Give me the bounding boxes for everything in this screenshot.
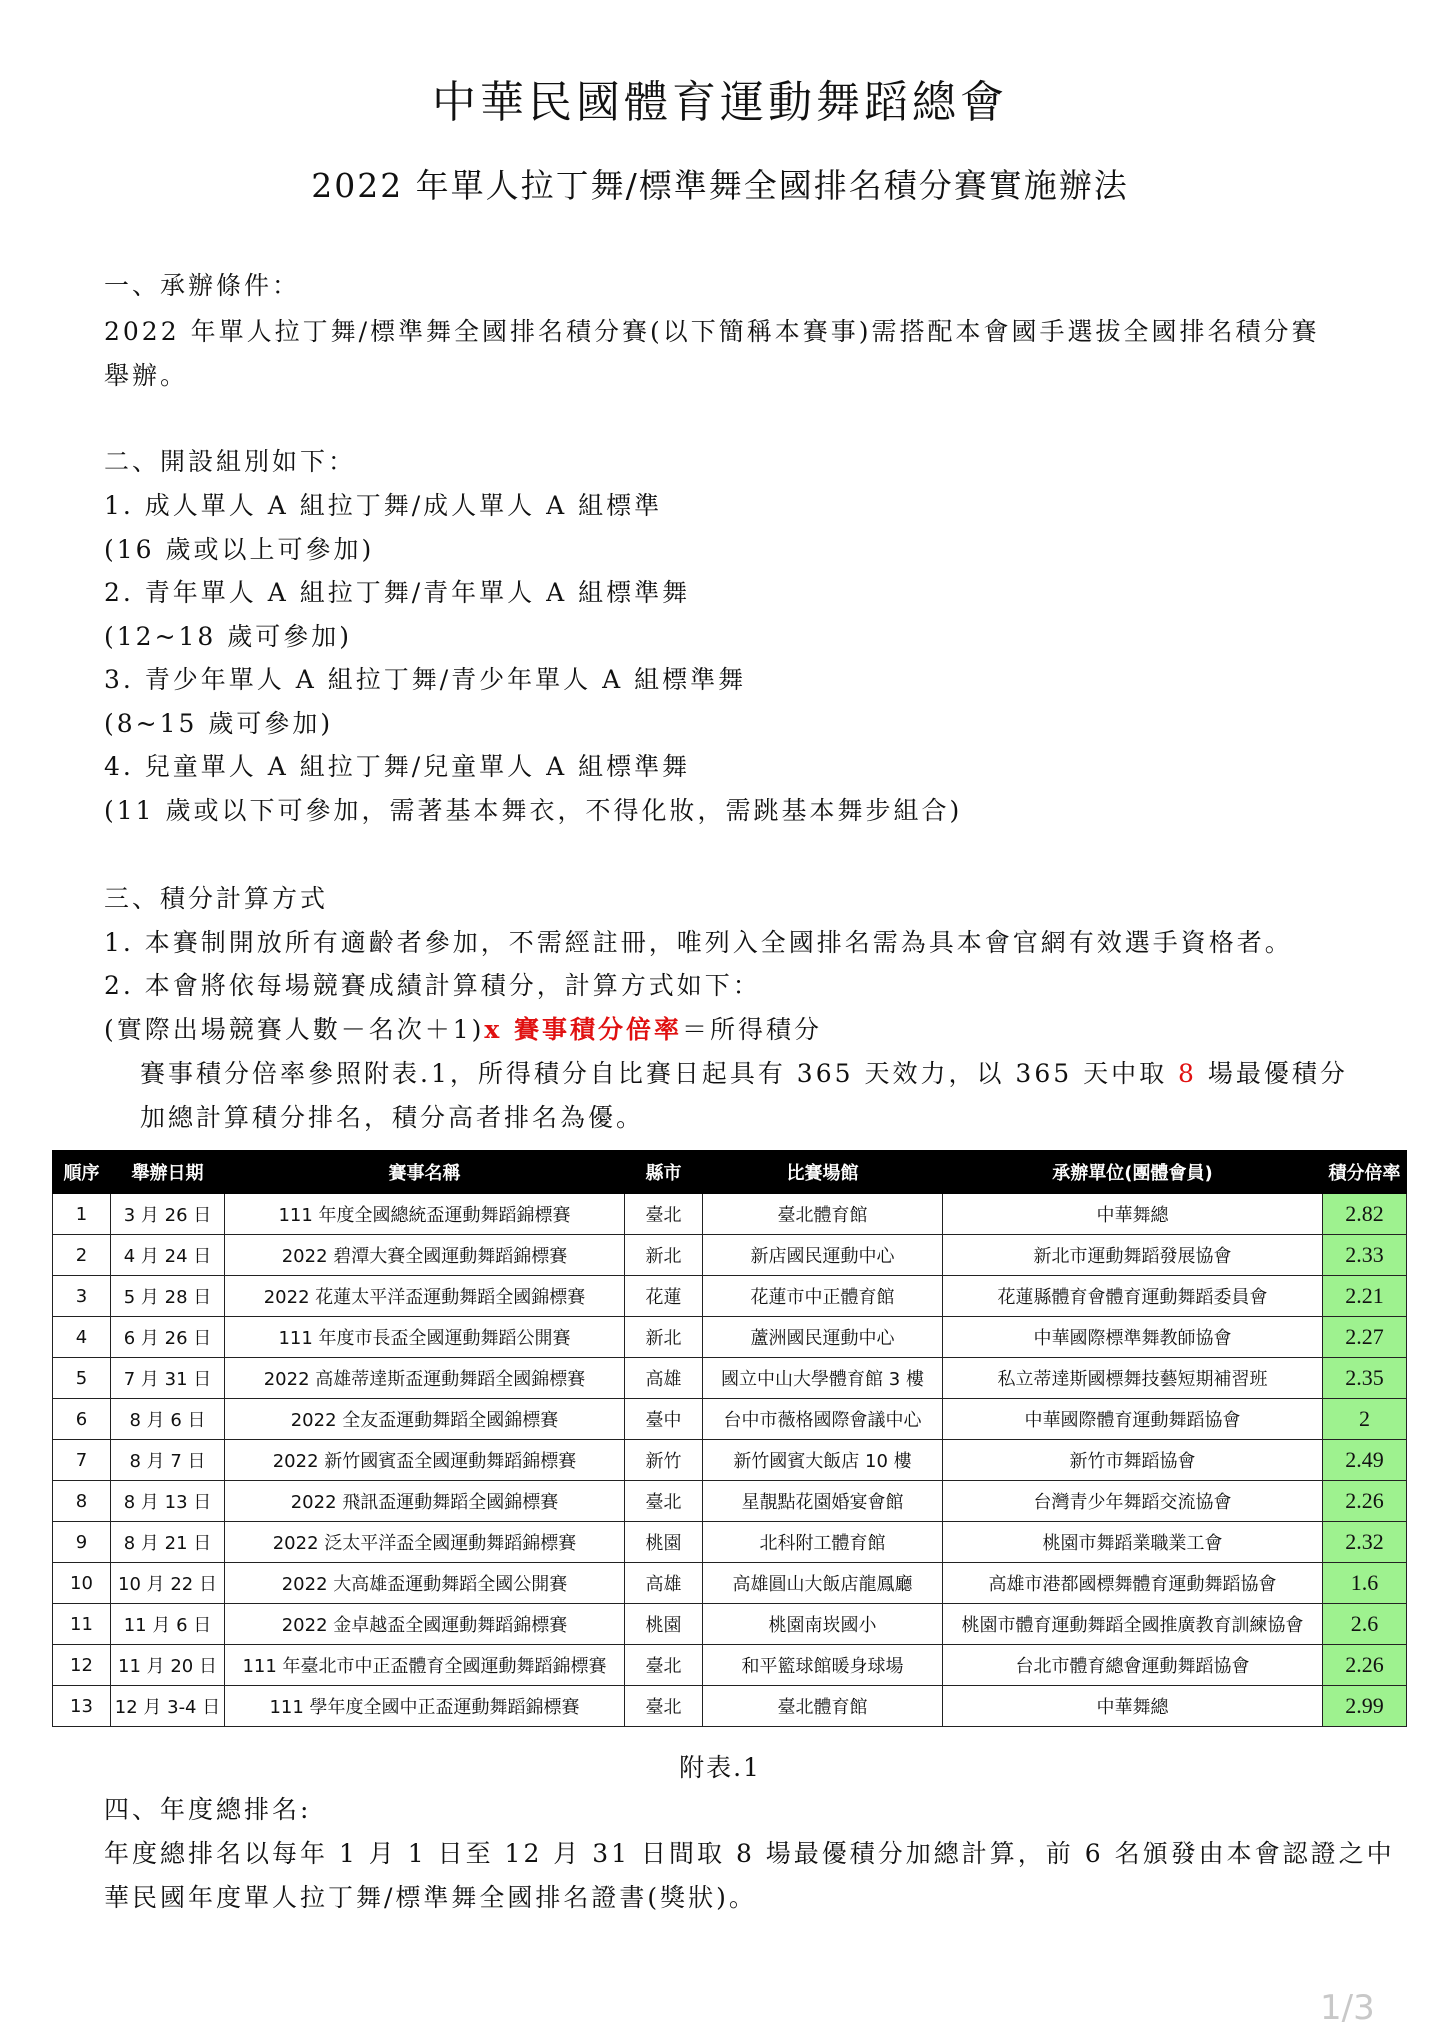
cell-city: 新北 [625,1317,703,1358]
header-event: 賽事名稱 [225,1151,625,1194]
cell-city: 臺北 [625,1645,703,1686]
cell-rate: 2.26 [1323,1481,1407,1522]
cell-rate: 2 [1323,1399,1407,1440]
cell-order: 10 [53,1563,111,1604]
cell-city: 桃園 [625,1522,703,1563]
section3-heading: 三、積分計算方式 [104,884,329,913]
cell-rate: 1.6 [1323,1563,1407,1604]
document-subtitle: 2022 年單人拉丁舞/標準舞全國排名積分賽實施辦法 [311,166,1129,205]
cell-rate: 2.32 [1323,1522,1407,1563]
cell-order: 7 [53,1440,111,1481]
cell-city: 高雄 [625,1563,703,1604]
cell-rate: 2.99 [1323,1686,1407,1727]
cell-event: 2022 花蓮太平洋盃運動舞蹈全國錦標賽 [225,1276,625,1317]
multiplier-note-line2: 加總計算積分排名，積分高者排名為優。 [140,1103,645,1132]
cell-city: 桃園 [625,1604,703,1645]
cell-rate: 2.6 [1323,1604,1407,1645]
cell-venue: 蘆洲國民運動中心 [703,1317,943,1358]
table-header-row [53,1151,1407,1194]
cell-date: 8 月 7 日 [111,1440,225,1481]
cell-organizer: 新北市運動舞蹈發展協會 [943,1235,1323,1276]
table-row [53,1276,1407,1317]
cell-event: 2022 高雄蒂達斯盃運動舞蹈全國錦標賽 [225,1358,625,1399]
cell-date: 12 月 3-4 日 [111,1686,225,1727]
cell-venue: 新竹國賓大飯店 10 樓 [703,1440,943,1481]
cell-order: 8 [53,1481,111,1522]
cell-order: 13 [53,1686,111,1727]
table-row [53,1686,1407,1727]
header-city: 縣市 [625,1151,703,1194]
score-formula [104,1012,822,1048]
cell-rate: 2.26 [1323,1645,1407,1686]
cell-organizer: 台北市體育總會運動舞蹈協會 [943,1645,1323,1686]
cell-city: 臺北 [625,1481,703,1522]
table-row [53,1440,1407,1481]
cell-rate: 2.21 [1323,1276,1407,1317]
table-row [53,1194,1407,1235]
cell-date: 10 月 22 日 [111,1563,225,1604]
table-row [53,1358,1407,1399]
cell-city: 臺北 [625,1686,703,1727]
formula-part2: ＝所得積分 [682,1015,823,1044]
table-row [53,1522,1407,1563]
cell-venue: 北科附工體育館 [703,1522,943,1563]
cell-organizer: 私立蒂達斯國標舞技藝短期補習班 [943,1358,1323,1399]
cell-event: 2022 全友盃運動舞蹈全國錦標賽 [225,1399,625,1440]
table-row [53,1317,1407,1358]
table-row [53,1481,1407,1522]
cell-order: 5 [53,1358,111,1399]
events-table-body [53,1194,1407,1727]
section2-item3-label: 3. 青少年單人 A 組拉丁舞/青少年單人 A 組標準舞 [104,665,747,694]
table-row [53,1563,1407,1604]
header-venue: 比賽場館 [703,1151,943,1194]
note-part2: 場最優積分 [1207,1059,1348,1088]
cell-rate: 2.49 [1323,1440,1407,1481]
cell-order: 1 [53,1194,111,1235]
section4-body-line2: 華民國年度單人拉丁舞/標準舞全國排名證書(獎狀)。 [104,1883,757,1912]
document-title: 中華民國體育運動舞蹈總會 [432,77,1008,128]
table-row [53,1399,1407,1440]
cell-venue: 台中市薇格國際會議中心 [703,1399,943,1440]
cell-city: 新北 [625,1235,703,1276]
section2-item1-note: (16 歲或以上可參加) [104,535,375,564]
cell-organizer: 高雄市港都國標舞體育運動舞蹈協會 [943,1563,1323,1604]
cell-venue: 花蓮市中正體育館 [703,1276,943,1317]
cell-organizer: 新竹市舞蹈協會 [943,1440,1323,1481]
cell-city: 臺北 [625,1194,703,1235]
section2-item2-note: (12~18 歲可參加) [104,622,353,651]
section4-body-line1: 年度總排名以每年 1 月 1 日至 12 月 31 日間取 8 場最優積分加總計算，前 6 名頒發由本會認證之中 [104,1839,1395,1868]
table-caption: 附表.1 [679,1753,761,1782]
section1-body-line2: 舉辦。 [104,361,189,390]
section2-item4-label: 4. 兒童單人 A 組拉丁舞/兒童單人 A 組標準舞 [104,752,691,781]
cell-venue: 高雄圓山大飯店龍鳳廳 [703,1563,943,1604]
cell-date: 8 月 21 日 [111,1522,225,1563]
cell-date: 8 月 6 日 [111,1399,225,1440]
cell-city: 臺中 [625,1399,703,1440]
section2-item1-label: 1. 成人單人 A 組拉丁舞/成人單人 A 組標準 [104,491,663,520]
cell-event: 111 學年度全國中正盃運動舞蹈錦標賽 [225,1686,625,1727]
table-row [53,1604,1407,1645]
section1-body-line1: 2022 年單人拉丁舞/標準舞全國排名積分賽(以下簡稱本賽事)需搭配本會國手選拔全國排名積分賽 [104,317,1320,346]
cell-rate: 2.33 [1323,1235,1407,1276]
multiplier-note [140,1056,1348,1092]
cell-rate: 2.82 [1323,1194,1407,1235]
cell-date: 7 月 31 日 [111,1358,225,1399]
formula-part1: (實際出場競賽人數－名次＋1) [104,1015,485,1044]
cell-order: 12 [53,1645,111,1686]
cell-event: 2022 金卓越盃全國運動舞蹈錦標賽 [225,1604,625,1645]
note-best-count: 8 [1178,1059,1197,1088]
page-indicator: 1/3 [1320,1988,1375,2028]
section2-item4-note: (11 歲或以下可參加，需著基本舞衣，不得化妝，需跳基本舞步組合) [104,796,963,825]
cell-order: 4 [53,1317,111,1358]
cell-venue: 臺北體育館 [703,1686,943,1727]
cell-order: 9 [53,1522,111,1563]
section4-heading: 四、年度總排名: [104,1795,312,1824]
cell-rate: 2.27 [1323,1317,1407,1358]
cell-date: 6 月 26 日 [111,1317,225,1358]
cell-order: 11 [53,1604,111,1645]
note-part1: 賽事積分倍率參照附表.1，所得積分自比賽日起具有 365 天效力，以 365 天中取 [140,1059,1168,1088]
formula-multiplier: x 賽事積分倍率 [484,1015,683,1044]
table-row [53,1645,1407,1686]
cell-date: 11 月 20 日 [111,1645,225,1686]
cell-date: 11 月 6 日 [111,1604,225,1645]
cell-organizer: 中華舞總 [943,1194,1323,1235]
cell-date: 5 月 28 日 [111,1276,225,1317]
section2-item3-note: (8~15 歲可參加) [104,709,334,738]
cell-venue: 和平籃球館暖身球場 [703,1645,943,1686]
cell-organizer: 台灣青少年舞蹈交流協會 [943,1481,1323,1522]
cell-city: 花蓮 [625,1276,703,1317]
cell-event: 2022 新竹國賓盃全國運動舞蹈錦標賽 [225,1440,625,1481]
cell-organizer: 花蓮縣體育會體育運動舞蹈委員會 [943,1276,1323,1317]
cell-organizer: 桃園市體育運動舞蹈全國推廣教育訓練協會 [943,1604,1323,1645]
cell-order: 6 [53,1399,111,1440]
cell-event: 2022 泛太平洋盃全國運動舞蹈錦標賽 [225,1522,625,1563]
cell-venue: 臺北體育館 [703,1194,943,1235]
cell-venue: 新店國民運動中心 [703,1235,943,1276]
cell-city: 高雄 [625,1358,703,1399]
section3-item1: 1. 本賽制開放所有適齡者參加，不需經註冊，唯列入全國排名需為具本會官網有效選手資格者。 [104,928,1293,957]
cell-order: 2 [53,1235,111,1276]
header-organizer: 承辦單位(團體會員) [943,1151,1323,1194]
cell-event: 2022 碧潭大賽全國運動舞蹈錦標賽 [225,1235,625,1276]
events-table [52,1150,1407,1727]
header-order: 順序 [53,1151,111,1194]
cell-event: 111 年度全國總統盃運動舞蹈錦標賽 [225,1194,625,1235]
cell-venue: 國立中山大學體育館 3 樓 [703,1358,943,1399]
section1-heading: 一、承辦條件： [104,271,301,300]
cell-city: 新竹 [625,1440,703,1481]
cell-venue: 星靚點花園婚宴會館 [703,1481,943,1522]
cell-event: 111 年度市長盃全國運動舞蹈公開賽 [225,1317,625,1358]
cell-date: 4 月 24 日 [111,1235,225,1276]
cell-date: 8 月 13 日 [111,1481,225,1522]
cell-organizer: 中華國際標準舞教師協會 [943,1317,1323,1358]
header-rate: 積分倍率 [1323,1151,1407,1194]
cell-event: 111 年臺北市中正盃體育全國運動舞蹈錦標賽 [225,1645,625,1686]
cell-rate: 2.35 [1323,1358,1407,1399]
section2-item2-label: 2. 青年單人 A 組拉丁舞/青年單人 A 組標準舞 [104,578,691,607]
cell-venue: 桃園南崁國小 [703,1604,943,1645]
cell-event: 2022 大高雄盃運動舞蹈全國公開賽 [225,1563,625,1604]
cell-event: 2022 飛訊盃運動舞蹈全國錦標賽 [225,1481,625,1522]
cell-organizer: 中華舞總 [943,1686,1323,1727]
cell-organizer: 桃園市舞蹈業職業工會 [943,1522,1323,1563]
header-date: 舉辦日期 [111,1151,225,1194]
section3-item2: 2. 本會將依每場競賽成績計算積分，計算方式如下： [104,971,761,1000]
section2-heading: 二、開設組別如下： [104,447,357,476]
cell-organizer: 中華國際體育運動舞蹈協會 [943,1399,1323,1440]
cell-order: 3 [53,1276,111,1317]
cell-date: 3 月 26 日 [111,1194,225,1235]
table-row [53,1235,1407,1276]
